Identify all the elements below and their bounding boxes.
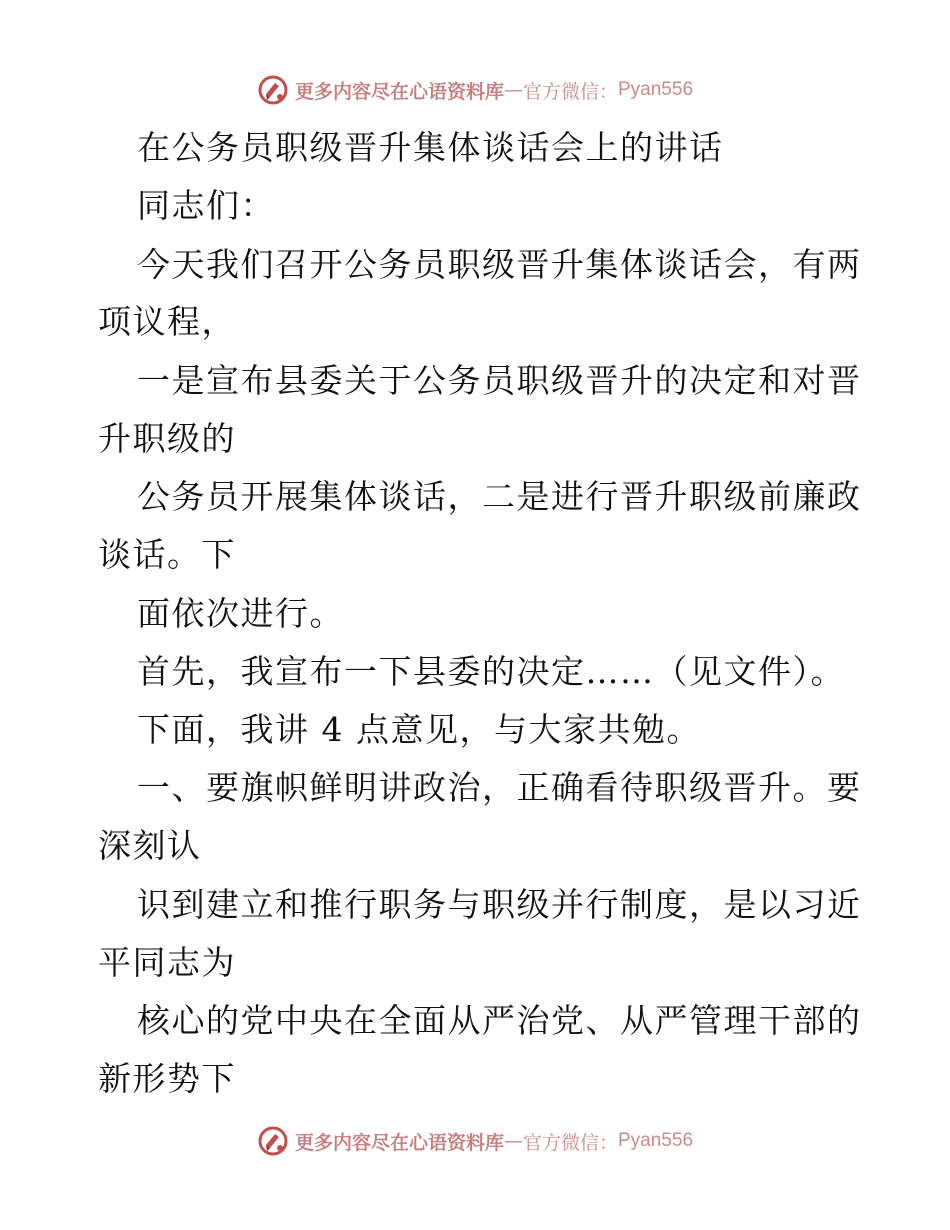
document-title: 在公务员职级晋升集体谈话会上的讲话 [137,128,724,167]
text-line: 下面，我讲 4 点意见，与大家共勉。 [137,710,701,749]
text-line: 项议程， [98,302,236,341]
section-heading-line: 一、要旗帜鲜明讲政治，正确看待职级晋升。要 [137,768,862,807]
watermark-label: 官方微信： [522,80,618,103]
text-line: 深刻认 [98,826,202,865]
watermark-footer [0,1121,950,1161]
text-line: 新形势下 [98,1059,236,1098]
text-line: 核心的党中央在全面从严治党、从严管理干部的 [137,1001,862,1040]
text-line: 平同志为 [98,943,236,982]
watermark-header [0,70,950,110]
text-line: 面依次进行。 [137,594,344,633]
watermark-brand: 更多内容尽在心语资料库 [294,80,504,103]
watermark-wechat-id: Pyan556 [618,1130,694,1151]
text-line: 一是宣布县委关于公务员职级晋升的决定和对晋 [137,361,862,400]
text-line: 首先，我宣布一下县委的决定……（见文件）。 [137,652,845,691]
text-line: 升职级的 [98,419,236,458]
watermark-label: 官方微信： [522,1131,618,1154]
text-line: 公务员开展集体谈话，二是进行晋升职级前廉政 [137,477,862,516]
watermark-separator: — [503,1130,523,1152]
watermark-brand: 更多内容尽在心语资料库 [294,1131,504,1154]
logo-icon [257,74,289,106]
watermark-separator: — [503,79,523,101]
logo-icon [257,1125,289,1157]
watermark-wechat-id: Pyan556 [618,79,694,100]
text-line: 今天我们召开公务员职级晋升集体谈话会，有两 [137,245,862,284]
text-line: 谈话。下 [98,535,236,574]
salutation: 同志们： [137,186,275,225]
text-line: 识到建立和推行职务与职级并行制度，是以习近 [137,885,862,924]
